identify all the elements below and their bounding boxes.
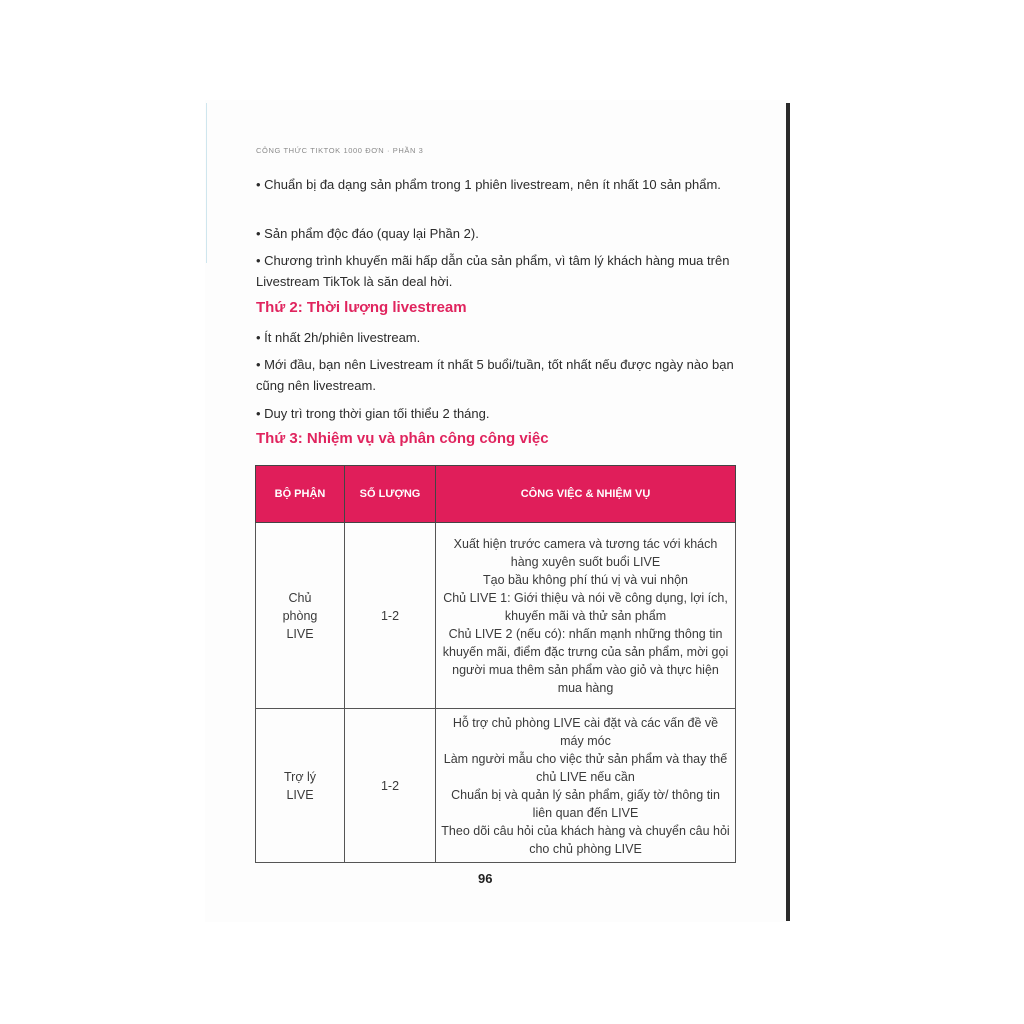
task-line: Chuẩn bị và quản lý sản phẩm, giấy tờ/ thông tin liên quan đến LIVE xyxy=(451,787,720,820)
page-number: 96 xyxy=(478,871,493,886)
running-head: CÔNG THỨC TIKTOK 1000 ĐƠN · PHẦN 3 xyxy=(256,146,424,155)
task-line: Làm người mẫu cho việc thử sản phẩm và thay thế chủ LIVE nếu cần xyxy=(443,751,728,784)
tasks-cell xyxy=(436,709,736,863)
bullet-item: • Duy trì trong thời gian tối thiểu 2 tháng. xyxy=(256,406,490,421)
count-cell: 1-2 xyxy=(345,709,436,863)
bullet-item: • Mới đầu, bạn nên Livestream ít nhất 5 buổi/tuần, tốt nhất nếu được ngày nào bạn cũng nên livestream. xyxy=(256,357,734,393)
bullet-item: • Chuẩn bị đa dạng sản phẩm trong 1 phiên livestream, nên ít nhất 10 sản phẩm. xyxy=(256,177,721,192)
task-line: Theo dõi câu hỏi của khách hàng và chuyển câu hỏi cho chủ phòng LIVE xyxy=(441,823,730,856)
dept-label: Trợ lý LIVE xyxy=(283,769,317,802)
page-edge-right xyxy=(786,103,790,921)
bullet-item: • Chương trình khuyến mãi hấp dẫn của sản phẩm, vì tâm lý khách hàng mua trên Livestream TikTok là săn deal hời. xyxy=(256,253,730,289)
dept-label: Chủ phòng LIVE xyxy=(282,590,318,641)
section-heading-2: Thứ 2: Thời lượng livestream xyxy=(256,299,467,316)
header-count: SỐ LƯỢNG xyxy=(345,466,436,523)
task-line: Chủ LIVE 1: Giới thiệu và nói về công dụng, lợi ích, khuyến mãi và thử sản phẩm xyxy=(443,590,728,623)
section-heading-3: Thứ 3: Nhiệm vụ và phân công công việc xyxy=(256,430,549,447)
tasks-table xyxy=(255,465,736,863)
header-dept: BỘ PHẬN xyxy=(256,466,345,523)
task-line: Xuất hiện trước camera và tương tác với khách hàng xuyên suốt buổi LIVE xyxy=(453,536,718,569)
dept-cell xyxy=(256,523,345,709)
task-line: Chủ LIVE 2 (nếu có): nhấn mạnh những thông tin khuyến mãi, điểm đặc trưng của sản phẩm, mời gọi người mua thêm sản phẩm vào giỏ và thực hiện mua hàng xyxy=(442,626,729,695)
bullet-item: • Sản phẩm độc đáo (quay lại Phần 2). xyxy=(256,226,479,241)
table-row xyxy=(256,523,736,709)
bullet-item: • Ít nhất 2h/phiên livestream. xyxy=(256,330,421,345)
task-line: Hỗ trợ chủ phòng LIVE cài đặt và các vấn đề về máy móc xyxy=(452,715,719,748)
count-cell: 1-2 xyxy=(345,523,436,709)
header-tasks: CÔNG VIỆC & NHIỆM VỤ xyxy=(436,466,736,523)
table-row xyxy=(256,709,736,863)
task-line: Tạo bầu không phí thú vị và vui nhộn xyxy=(482,572,688,587)
page-edge-left xyxy=(206,103,207,263)
dept-cell xyxy=(256,709,345,863)
table-header-row xyxy=(256,466,736,523)
tasks-cell xyxy=(436,523,736,709)
